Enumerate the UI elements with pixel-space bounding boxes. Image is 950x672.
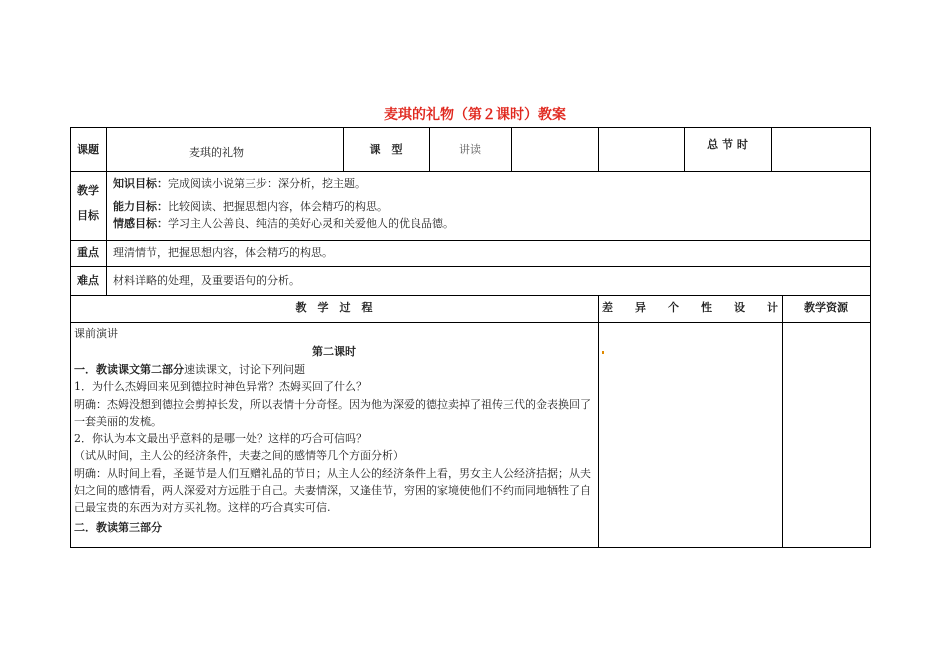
question-1: 1．为什么杰姆回来见到德拉时神色异常？杰姆买回了什么？	[74, 380, 367, 393]
col-line	[106, 127, 107, 171]
goals-label-line2: 目标	[77, 209, 99, 222]
resources-header: 教学资源	[804, 301, 848, 314]
answer-2: 明确：从时间上看，圣诞节是人们互赠礼品的节日；从主人公的经济条件上看，男女主人公经济拮据；从夫妇之间的感情看，两人深爱对方远胜于自己。夫妻情深，又逢佳节，穷困的家境使他们不约而同地牺牲了自己最宝贵的东西为对方买礼物。这样的巧合真实可信.	[74, 467, 591, 514]
stray-mark	[602, 351, 604, 354]
goal-ability: 能力目标：比较阅读、把握思想内容，体会精巧的构思。	[113, 200, 388, 213]
document-title: 麦琪的礼物（第２课时）教案	[384, 107, 566, 123]
total-hours-label: 总 节 时	[707, 138, 748, 151]
table-border-top	[70, 127, 871, 128]
part1-heading: 一．教读课文第二部分速读课文，讨论下列问题	[74, 363, 305, 376]
topic-value: 麦琪的礼物	[189, 146, 244, 159]
row-line	[70, 171, 871, 172]
topic-label: 课题	[77, 143, 99, 156]
key-point-text: 理清情节，把握思想内容，体会精巧的构思。	[113, 246, 333, 259]
difficulty-label: 难点	[77, 274, 99, 287]
col-line	[106, 171, 107, 295]
row-line	[70, 322, 871, 323]
goal-knowledge: 知识目标：完成阅读小说第三步：深分析，挖主题。	[113, 177, 366, 190]
analysis-hint: （试从时间，主人公的经济条件，夫妻之间的感情等几个方面分析）	[74, 449, 404, 462]
answer-1: 明确：杰姆没想到德拉会剪掉长发，所以表情十分奇怪。因为他为深爱的德拉卖掉了祖传三代的金表换回了一套美丽的发梳。	[74, 398, 591, 428]
difficulty-text: 材料详略的处理，及重要语句的分析。	[113, 274, 300, 287]
row-line	[70, 295, 871, 296]
type-value: 讲读	[459, 143, 481, 156]
col-line	[598, 295, 599, 548]
col-line	[429, 127, 430, 171]
row-line	[70, 266, 871, 267]
col-line	[511, 127, 512, 171]
type-label: 课 型	[369, 143, 403, 156]
row-line	[70, 240, 871, 241]
question-2: 2．你认为本文最出乎意料的是哪一处？这样的巧合可信吗？	[74, 432, 367, 445]
key-point-label: 重点	[77, 246, 99, 259]
design-header: 差 异 个 性 设 计	[602, 301, 778, 314]
lesson-heading: 第二课时	[312, 345, 356, 358]
col-line	[782, 295, 783, 548]
col-line	[771, 127, 772, 171]
goal-emotion: 情感目标：学习主人公善良、纯洁的美好心灵和关爱他人的优良品德。	[113, 217, 454, 230]
part2-heading: 二．教读第三部分	[74, 521, 162, 534]
pre-class-speech: 课前演讲	[74, 327, 118, 340]
table-border-right	[870, 127, 871, 548]
goals-label-line1: 教学	[77, 184, 99, 197]
col-line	[598, 127, 599, 171]
table-border-bottom	[70, 547, 871, 548]
process-header: 教 学 过 程	[295, 301, 373, 314]
